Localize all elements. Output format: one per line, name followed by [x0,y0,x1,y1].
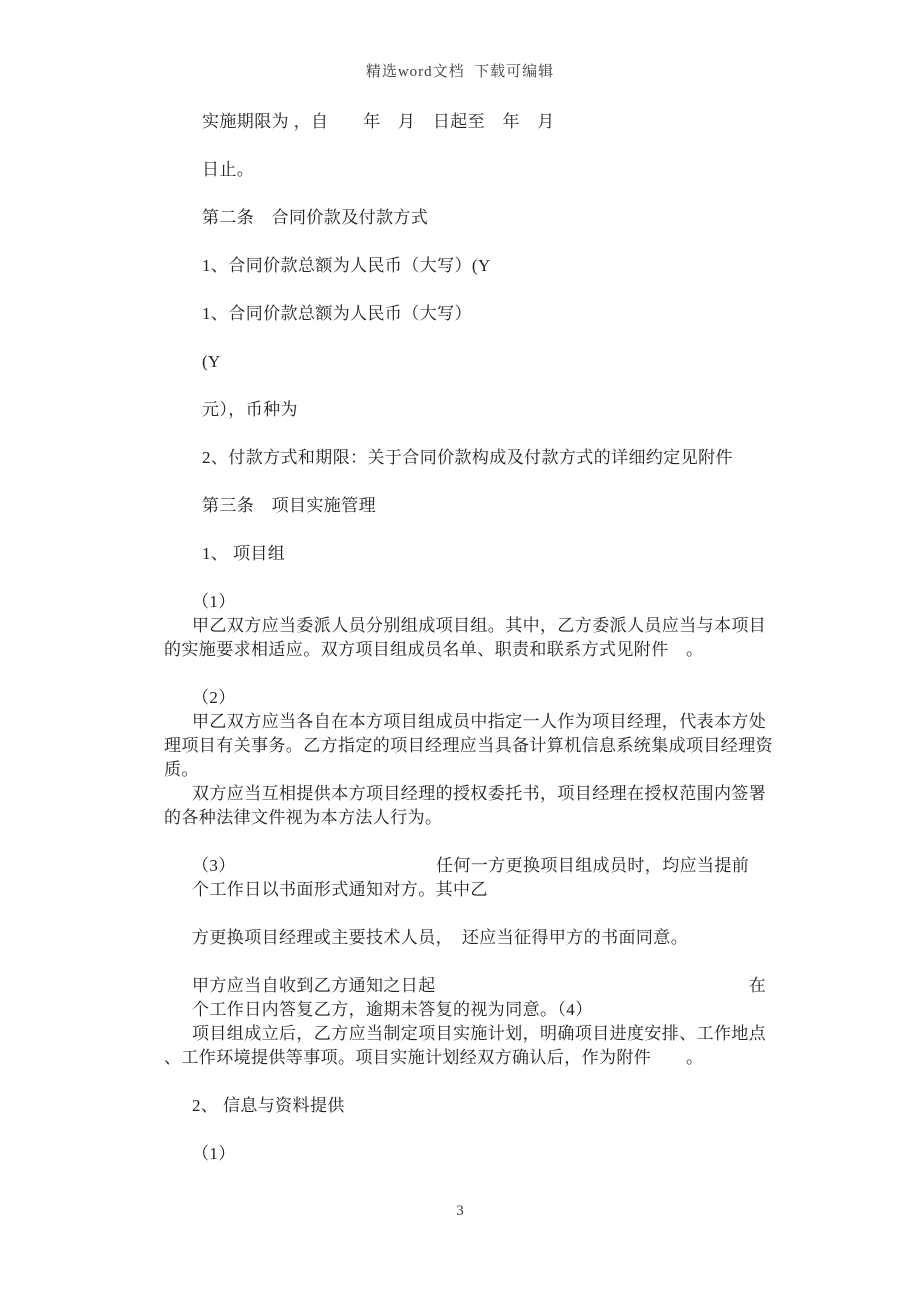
document-line: 1、 项目组 [202,544,286,563]
document-body [164,110,773,1166]
document-line: 个工作日以书面形式通知对方。其中乙 [192,880,488,899]
document-line: （2） [192,688,236,707]
document-line: （1） [192,592,236,611]
document-line: 双方应当互相提供本方项目经理的授权委托书，项目经理在授权范围内签署 [192,784,767,803]
document-line: 的实施要求相适应。双方项目组成员名单、职责和联系方式见附件 。 [164,640,704,659]
document-line: 第三条 项目实施管理 [202,496,376,515]
document-line: 第二条 合同价款及付款方式 [202,208,429,227]
document-line: 元），币种为 [202,400,298,419]
document-line: 质。 [164,760,199,779]
document-line: （1） [192,1144,236,1163]
document-line: 实施期限为 ，自 年 月 日起至 年 月 [202,112,555,131]
document-line: 理项目有关事务。乙方指定的项目经理应当具备计算机信息系统集成项目经理资 [164,736,773,755]
document-line: 的各种法律文件视为本方法人行为。 [164,808,443,827]
document-line: 甲乙双方应当各自在本方项目组成员中指定一人作为项目经理，代表本方处 [192,712,767,731]
page-number: 3 [456,1203,464,1219]
document-line: 甲乙双方应当委派人员分别组成项目组。其中，乙方委派人员应当与本项目 [192,616,767,635]
document-line: 日止。 [202,160,255,179]
document-line: 个工作日内答复乙方，逾期未答复的视为同意。（4） [192,1000,593,1019]
document-line: 方更换项目经理或主要技术人员， 还应当征得甲方的书面同意。 [192,928,689,947]
header-watermark: 精选word文档 下载可编辑 [365,64,555,80]
document-line: (Y [202,352,221,371]
document-line: 甲方应当自收到乙方通知之日起 在 [192,976,767,995]
document-line: 、工作环境提供等事项。项目实施计划经双方确认后，作为附件 。 [164,1048,704,1067]
document-line: 项目组成立后，乙方应当制定项目实施计划，明确项目进度安排、工作地点 [192,1024,767,1043]
document-line: （3） 任何一方更换项目组成员时，均应当提前 [192,856,750,875]
document-line: 1、合同价款总额为人民币（大写） [202,304,472,323]
document-line: 2、 信息与资料提供 [192,1096,345,1115]
document-line: 2、付款方式和期限：关于合同价款构成及付款方式的详细约定见附件 [202,448,733,467]
document-line: 1、合同价款总额为人民币（大写）(Y [202,256,491,275]
